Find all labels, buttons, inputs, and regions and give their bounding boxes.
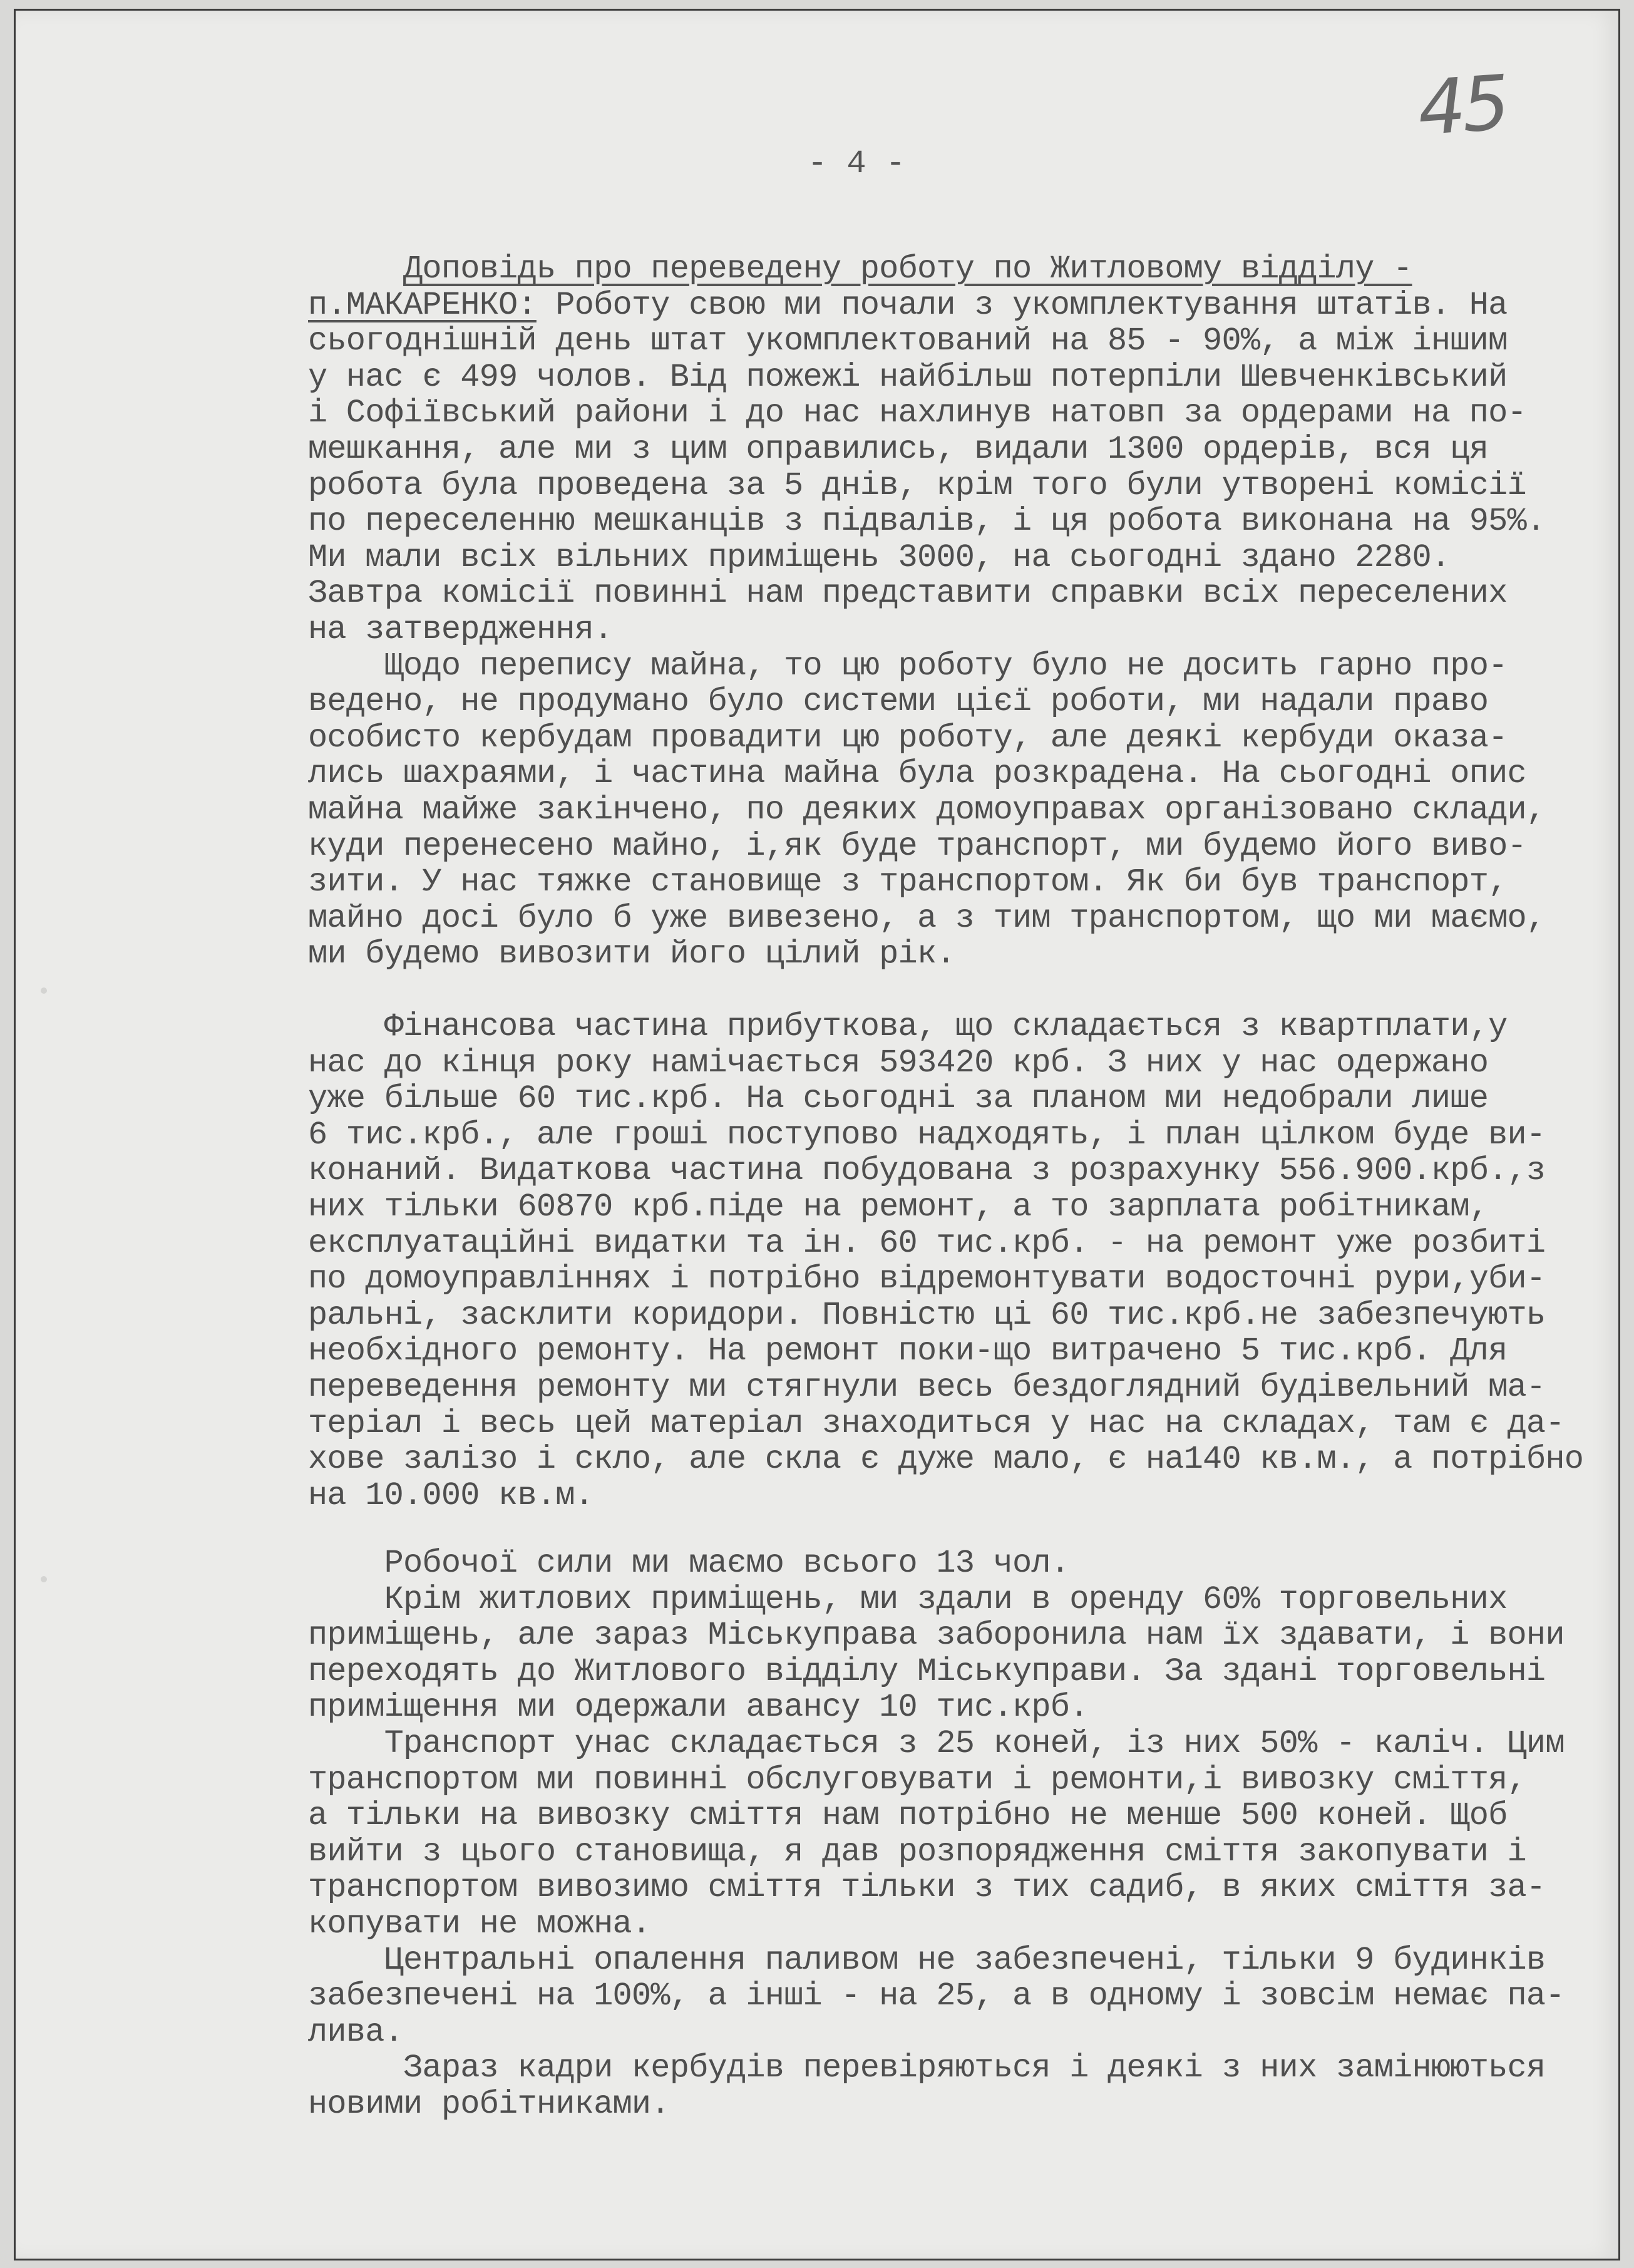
paragraph-2-line — [308, 792, 1545, 828]
body-text: необхідного ремонту. На ремонт поки-що витрачено 5 тис.крб. Для — [308, 1332, 1508, 1370]
paragraph-1-line — [308, 575, 1545, 612]
report-section-housing — [308, 251, 1545, 972]
paragraph-1-line — [308, 431, 1545, 468]
body-text: лива. — [308, 2013, 404, 2051]
paragraph-8-line — [308, 2086, 1565, 2123]
body-text: Робочої сили ми маємо всього 13 чол. — [384, 1545, 1070, 1582]
paragraph-2-line — [308, 756, 1545, 792]
handwritten-folio-number: 45 — [1415, 59, 1509, 153]
body-text: ральні, засклити коридори. Повністю ці 60 тис.крб.не забезпечують — [308, 1296, 1546, 1334]
body-text: у нас є 499 чолов. Від пожежі найбільш потерпіли Шевченківський — [308, 358, 1508, 396]
paragraph-2-line — [308, 864, 1545, 900]
body-text: Ми мали всіх вільних приміщень 3000, на сьогодні здано 2280. — [308, 539, 1451, 576]
paragraph-2-line — [308, 648, 1545, 684]
body-text: вийти з цього становища, я дав розпорядження сміття закопувати і — [308, 1833, 1526, 1870]
body-text: новими робітниками. — [308, 2085, 670, 2123]
page-number: - 4 - — [808, 145, 906, 182]
body-text: сьогоднішній день штат укомплектований на 85 - 90%, а між іншим — [308, 322, 1508, 360]
body-text: Фінансова частина прибуткова, що складається з квартплати,у — [384, 1008, 1508, 1045]
body-text: транспортом ми повинні обслуговувати і ремонти,і вивозку сміття, — [308, 1761, 1526, 1798]
paragraph-2-line — [308, 900, 1545, 937]
body-text: по домоуправліннях і потрібно відремонтувати водосточні рури,уби- — [308, 1260, 1546, 1298]
paragraph-7-line — [308, 1978, 1565, 2014]
paragraph-3-line — [308, 1009, 1583, 1045]
speaker-line — [308, 287, 1545, 324]
body-text: Центральні опалення паливом не забезпечені, тільки 9 будинків — [384, 1941, 1546, 1979]
paragraph-3-line — [308, 1225, 1583, 1262]
paragraph-6-line — [308, 1726, 1565, 1762]
paragraph-1-line — [308, 323, 1545, 359]
body-text: Крім житлових приміщень, ми здали в оренду 60% торговельних — [384, 1580, 1508, 1618]
paragraph-2-line — [308, 720, 1545, 756]
body-text: лись шахраями, і частина майна була розкрадена. На сьогодні опис — [308, 755, 1526, 793]
paragraph-6-line — [308, 1870, 1565, 1906]
paragraph-3-line — [308, 1441, 1583, 1478]
paragraph-8-line — [308, 2050, 1565, 2086]
body-text: переведення ремонту ми стягнули весь бездоглядний будівельний ма- — [308, 1368, 1546, 1406]
paragraph-1-line — [308, 395, 1545, 431]
paragraph-5-line — [308, 1582, 1565, 1618]
paragraph-1-line — [308, 503, 1545, 540]
paragraph-3-line — [308, 1153, 1583, 1189]
paragraph-7-line — [308, 2014, 1565, 2051]
paragraph-5-line — [308, 1654, 1565, 1690]
body-text: і Софіївський райони і до нас нахлинув натовп за ордерами на по- — [308, 394, 1526, 432]
body-text: куди перенесено майно, і,як буде транспорт, ми будемо його виво- — [308, 827, 1526, 865]
paragraph-6-line — [308, 1834, 1565, 1870]
body-text: Завтра комісії повинні нам представити справки всіх переселених — [308, 575, 1508, 612]
body-text: ведено, не продумано було системи цієї роботи, ми надали право — [308, 683, 1489, 721]
paragraph-1-line — [308, 612, 1545, 648]
body-text: хове залізо і скло, але скла є дуже мало, є на140 кв.м., а потрібно — [308, 1441, 1584, 1478]
paragraph-3-line — [308, 1333, 1583, 1369]
body-text: Щодо перепису майна, то цю роботу було не досить гарно про- — [384, 647, 1508, 684]
body-text: Зараз кадри кербудів перевіряються і деякі з них замінюються — [403, 2049, 1546, 2087]
body-text: транспортом вивозимо сміття тільки з тих садиб, в яких сміття за- — [308, 1869, 1546, 1907]
paragraph-3-line — [308, 1478, 1583, 1514]
paragraph-1-line — [308, 359, 1545, 396]
body-text: них тільки 60870 крб.піде на ремонт, а то зарплата робітникам, — [308, 1188, 1489, 1225]
body-text: на 10.000 кв.м. — [308, 1477, 594, 1514]
paragraph-2-line — [308, 684, 1545, 720]
body-text: а тільки на вивозку сміття нам потрібно не менше 500 коней. Щоб — [308, 1797, 1508, 1835]
paragraph-6-line — [308, 1762, 1565, 1798]
body-text: 6 тис.крб., але гроші поступово надходять, і план цілком буде ви- — [308, 1116, 1546, 1153]
body-text: приміщень, але зараз Міськуправа заборонила нам їх здавати, і вони — [308, 1617, 1565, 1654]
body-text: забезпечені на 100%, а інші - на 25, а в одному і зовсім немає па- — [308, 1977, 1565, 2015]
body-text: експлуатаційні видатки та ін. 60 тис.крб. - на ремонт уже розбиті — [308, 1224, 1546, 1262]
paragraph-3-line — [308, 1261, 1583, 1297]
body-text: майно досі було б уже вивезено, а з тим транспортом, що ми маємо, — [308, 899, 1546, 937]
body-text: уже більше 60 тис.крб. На сьогодні за планом ми недобрали лише — [308, 1080, 1489, 1118]
body-text: по переселенню мешканців з підвалів, і ця робота виконана на 95%. — [308, 503, 1546, 540]
report-section-finance — [308, 1009, 1583, 1513]
paragraph-5-line — [308, 1689, 1565, 1726]
punch-hole — [41, 1576, 47, 1582]
body-text: Транспорт унас складається з 25 коней, із них 50% - каліч. Цим — [384, 1724, 1565, 1762]
body-text: ми будемо вивозити його цілий рік. — [308, 936, 955, 973]
body-text: копувати не можна. — [308, 1905, 651, 1942]
body-text: конаний. Видаткова частина побудована з розрахунку 556.900.крб.,з — [308, 1152, 1546, 1190]
heading-line — [308, 251, 1545, 287]
paragraph-3-line — [308, 1045, 1583, 1081]
body-text: робота була проведена за 5 днів, крім того були утворені комісії — [308, 466, 1526, 504]
body-text: переходять до Житлового відділу Міськуправи. За здані торговельні — [308, 1652, 1546, 1690]
report-section-staff-transport — [308, 1545, 1565, 2123]
paragraph-4-line — [308, 1545, 1565, 1582]
paragraph-3-line — [308, 1406, 1583, 1442]
report-title: Доповідь про переведену роботу по Житловому відділу - — [403, 250, 1412, 287]
body-text: приміщення ми одержали аванcу 10 тис.крб. — [308, 1689, 1089, 1726]
body-text: нас до кінця року намічається 593420 крб. З них у нас одержано — [308, 1044, 1489, 1081]
body-text: особисто кербудам провадити цю роботу, але деякі кербуди оказа- — [308, 719, 1508, 756]
punch-hole — [41, 987, 47, 994]
body-text: теріал і весь цей матеріал знаходиться у нас на складах, там є да- — [308, 1405, 1565, 1442]
paragraph-3-line — [308, 1297, 1583, 1334]
paragraph-7-line — [308, 1942, 1565, 1979]
body-text: мешкання, але ми з цим оправились, видали 1300 ордерів, вся ця — [308, 430, 1489, 468]
body-text: зити. У нас тяжке становище з транспортом. Як би був транспорт, — [308, 863, 1508, 901]
paragraph-3-line — [308, 1369, 1583, 1406]
paragraph-1-line — [308, 468, 1545, 504]
paragraph-1-line — [308, 540, 1545, 576]
paragraph-6-line — [308, 1906, 1565, 1942]
speaker-name: п.МАКАРЕНКО: — [308, 286, 537, 324]
paragraph-2-line — [308, 828, 1545, 865]
paragraph-5-line — [308, 1617, 1565, 1654]
paragraph-3-line — [308, 1081, 1583, 1117]
body-text: майна майже закінчено, по деяких домоуправах організовано склади, — [308, 791, 1546, 828]
paragraph-3-line — [308, 1189, 1583, 1225]
paragraph-3-line — [308, 1117, 1583, 1153]
paragraph-2-line — [308, 936, 1545, 972]
body-text: на затвердження. — [308, 611, 613, 648]
paragraph-6-line — [308, 1798, 1565, 1834]
body-text: Роботу свою ми почали з укомплектування штатів. На — [536, 286, 1508, 324]
